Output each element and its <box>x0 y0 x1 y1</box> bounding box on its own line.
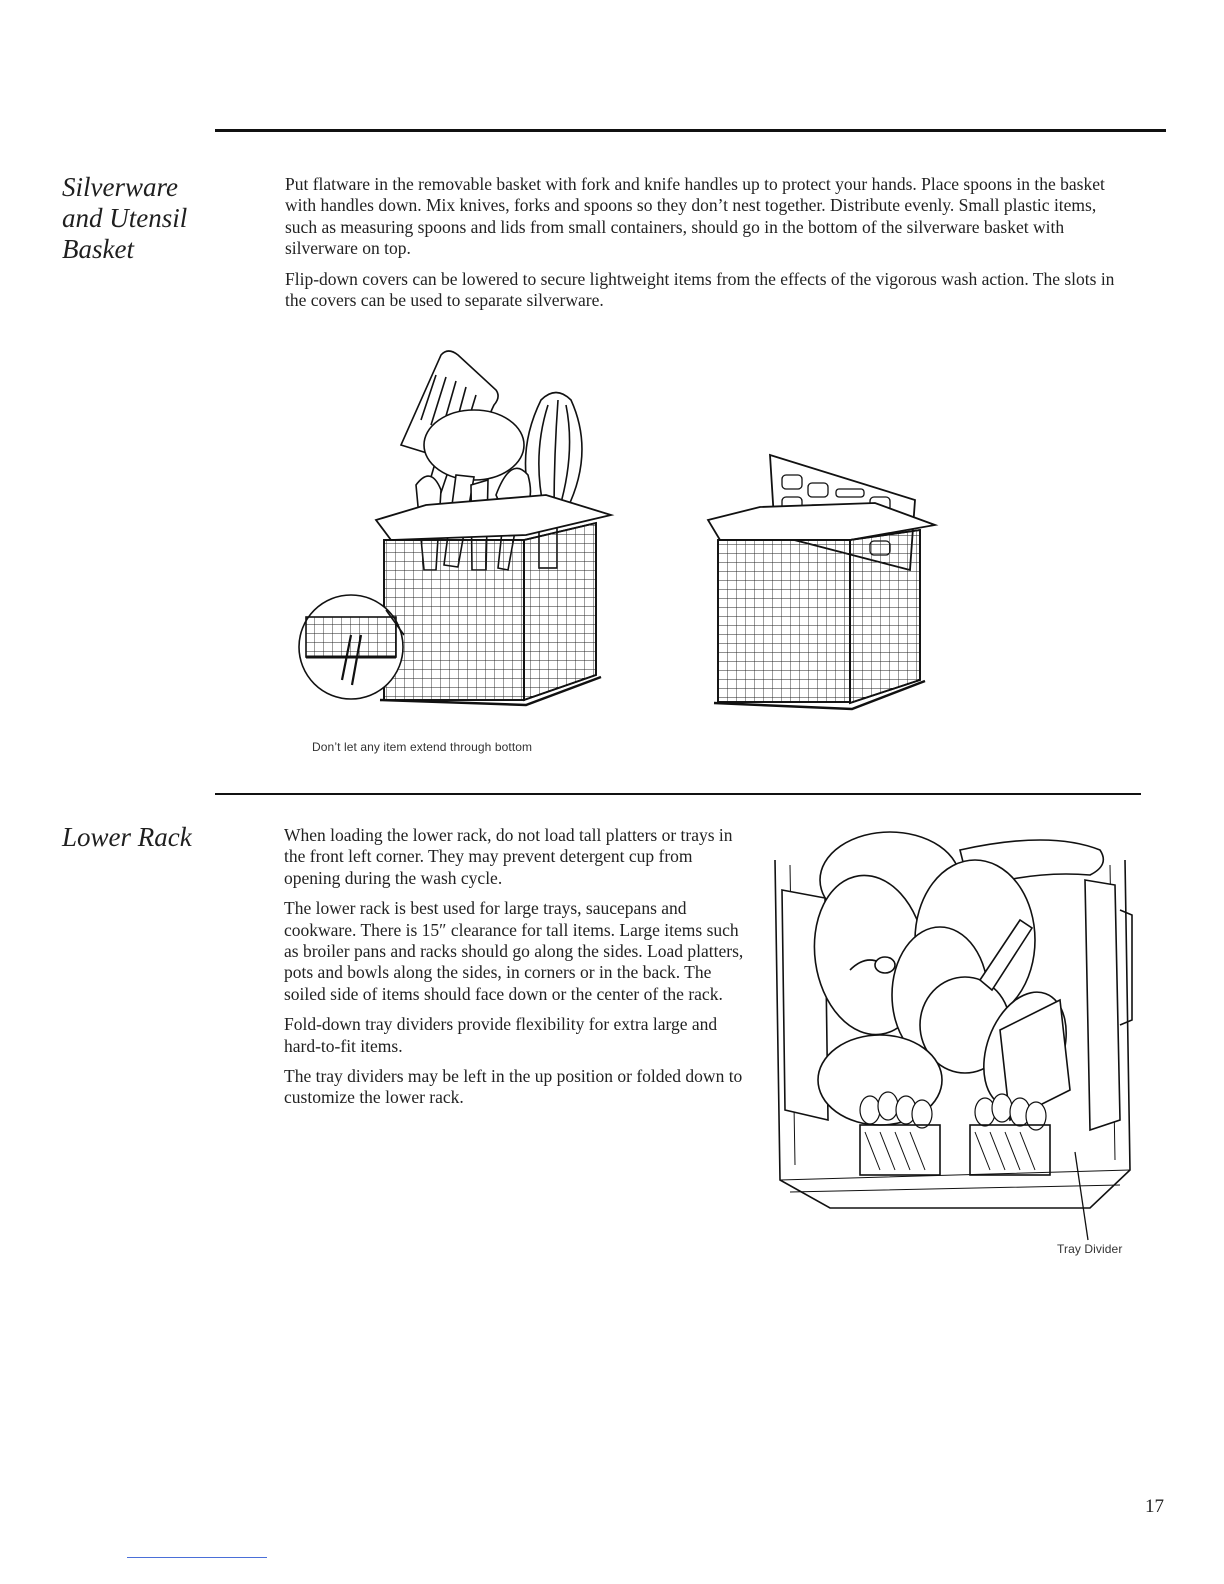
lower-rack-rule <box>215 793 1141 795</box>
lower-rack-section-title: Lower Rack <box>62 822 192 852</box>
silverware-body <box>285 174 1130 320</box>
tray-divider-callout: Tray Divider <box>1057 1242 1123 1256</box>
silverware-paragraph-2: Flip-down covers can be lowered to secure lightweight items from the effects of the vigorous wash action. The slots in the covers can be used to separate silverware. <box>285 268 1115 311</box>
lower-rack-loaded-illustration <box>770 820 1140 1250</box>
lower-rack-paragraph-2: The lower rack is best used for large trays, saucepans and cookware. There is 15″ clearance for tall items. Large items such as broiler pans and racks should go along the sides. Load platters, pots and bowls along the sides, in corners or in the back. The soiled side of items should face down or the center of the rack. <box>284 898 744 1004</box>
top-rule <box>215 129 1166 132</box>
lower-rack-paragraph-4: The tray dividers may be left in the up position or folded down to customize the lower rack. <box>284 1066 743 1108</box>
footer-link-underline[interactable] <box>127 1557 267 1558</box>
lower-rack-paragraph-3: Fold-down tray dividers provide flexibility for extra large and hard-to-fit items. <box>284 1014 718 1056</box>
page-number: 17 <box>1145 1496 1164 1517</box>
silverware-basket-with-utensils-illustration <box>296 345 626 725</box>
silverware-title-line-3: Basket <box>62 234 134 264</box>
silverware-basket-with-cover-illustration <box>700 445 940 730</box>
lower-rack-paragraph-1: When loading the lower rack, do not load tall platters or trays in the front left corner. They may prevent detergent cup from opening during the wash cycle. <box>284 825 733 888</box>
silverware-caption: Don’t let any item extend through bottom <box>312 740 533 754</box>
silverware-title-line-1: Silverware <box>62 172 178 202</box>
silverware-paragraph-1: Put flatware in the removable basket with fork and knife handles up to protect your hands. Place spoons in the basket with handles down. Mix knives, forks and spoons so they don’t nest together. Distribute evenly. Small plastic items, such as measuring spoons and lids from small containers, should go in the bottom of the silverware basket with silverware on top. <box>285 174 1105 259</box>
lower-rack-body <box>284 825 749 1118</box>
silverware-section-title <box>62 172 242 265</box>
silverware-title-line-2: and Utensil <box>62 203 188 233</box>
